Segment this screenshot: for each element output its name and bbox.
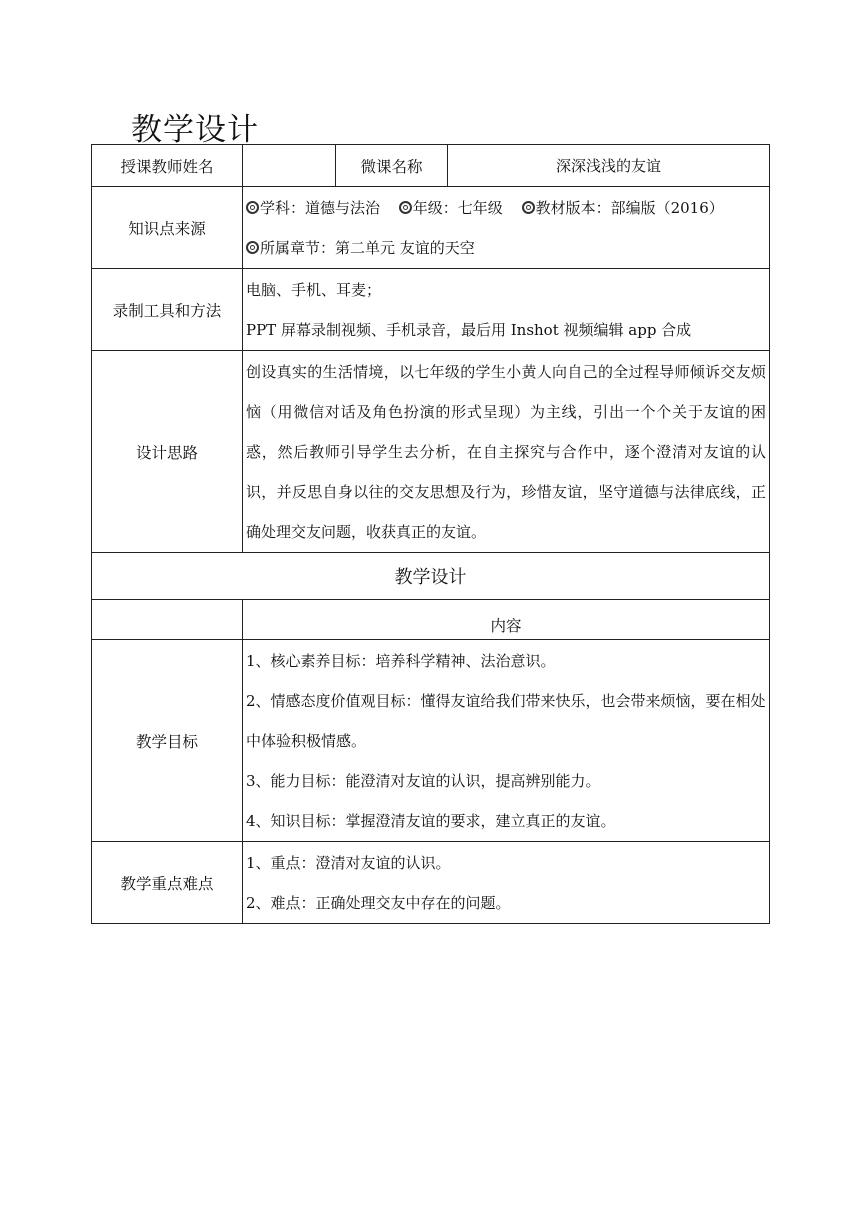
row-design-idea [92, 351, 770, 553]
row-teaching-goals [92, 640, 770, 842]
source-line-1 [246, 188, 766, 228]
row-content-header [92, 600, 770, 640]
gear-bullet-icon [246, 241, 259, 254]
tools-value [243, 269, 770, 351]
design-idea-label: 设计思路 [92, 351, 243, 553]
goal-item: 1、核心素养目标：培养科学精神、法治意识。 [246, 651, 556, 670]
content-header: 内容 [243, 600, 770, 640]
goal-item: 3、能力目标：能澄清对友谊的认识，提高辨别能力。 [246, 771, 601, 790]
gear-bullet-icon [522, 201, 535, 214]
gear-bullet-icon [399, 201, 412, 214]
header-empty-cell [92, 600, 243, 640]
source-subject: 学科：道德与法治 [260, 198, 381, 217]
teaching-goals-label: 教学目标 [92, 640, 243, 842]
key-point-item: 2、难点：正确处理交友中存在的问题。 [246, 893, 511, 912]
goal-item: 2、情感态度价值观目标：懂得友谊给我们带来快乐，也会带来烦恼，要在相处中体验积极情感。 [246, 691, 766, 750]
tools-label: 录制工具和方法 [92, 269, 243, 351]
design-idea-text: 创设真实的生活情境，以七年级的学生小黄人向自己的全过程导师倾诉交友烦恼（用微信对话及角色扮演的形式呈现）为主线，引出一个个关于友谊的困惑，然后教师引导学生去分析，在自主探究与合作中，逐个澄清对友谊的认识，并反思自身以往的交友思想及行为，珍惜友谊，坚守道德与法律底线，正确处理交友问题，收获真正的友谊。 [243, 351, 770, 553]
source-line-2 [246, 228, 766, 268]
section-title: 教学设计 [92, 553, 770, 600]
source-edition: 教材版本：部编版（2016） [535, 198, 724, 217]
source-chapter: 所属章节：第二单元 友谊的天空 [260, 238, 475, 257]
row-section-title [92, 553, 770, 600]
teaching-goals-content [243, 640, 770, 842]
course-name-value: 深深浅浅的友谊 [448, 145, 770, 187]
key-points-label: 教学重点难点 [92, 842, 243, 924]
tools-line: 电脑、手机、耳麦； [246, 280, 382, 299]
source-value [243, 187, 770, 269]
key-point-item: 1、重点：澄清对友谊的认识。 [246, 853, 451, 872]
gear-bullet-icon [246, 201, 259, 214]
row-source [92, 187, 770, 269]
course-name-label: 微课名称 [336, 145, 448, 187]
key-points-content [243, 842, 770, 924]
source-label: 知识点来源 [92, 187, 243, 269]
lesson-design-table [91, 144, 770, 924]
goal-item: 4、知识目标：掌握澄清友谊的要求，建立真正的友谊。 [246, 811, 616, 830]
teacher-name-label: 授课教师姓名 [92, 145, 243, 187]
row-key-points [92, 842, 770, 924]
page-title: 教学设计 [131, 112, 259, 148]
tools-line: PPT 屏幕录制视频、手机录音，最后用 Inshot 视频编辑 app 合成 [246, 320, 692, 339]
teacher-name-value [243, 145, 336, 187]
row-teacher-course [92, 145, 770, 187]
source-grade: 年级：七年级 [412, 198, 503, 217]
row-tools [92, 269, 770, 351]
